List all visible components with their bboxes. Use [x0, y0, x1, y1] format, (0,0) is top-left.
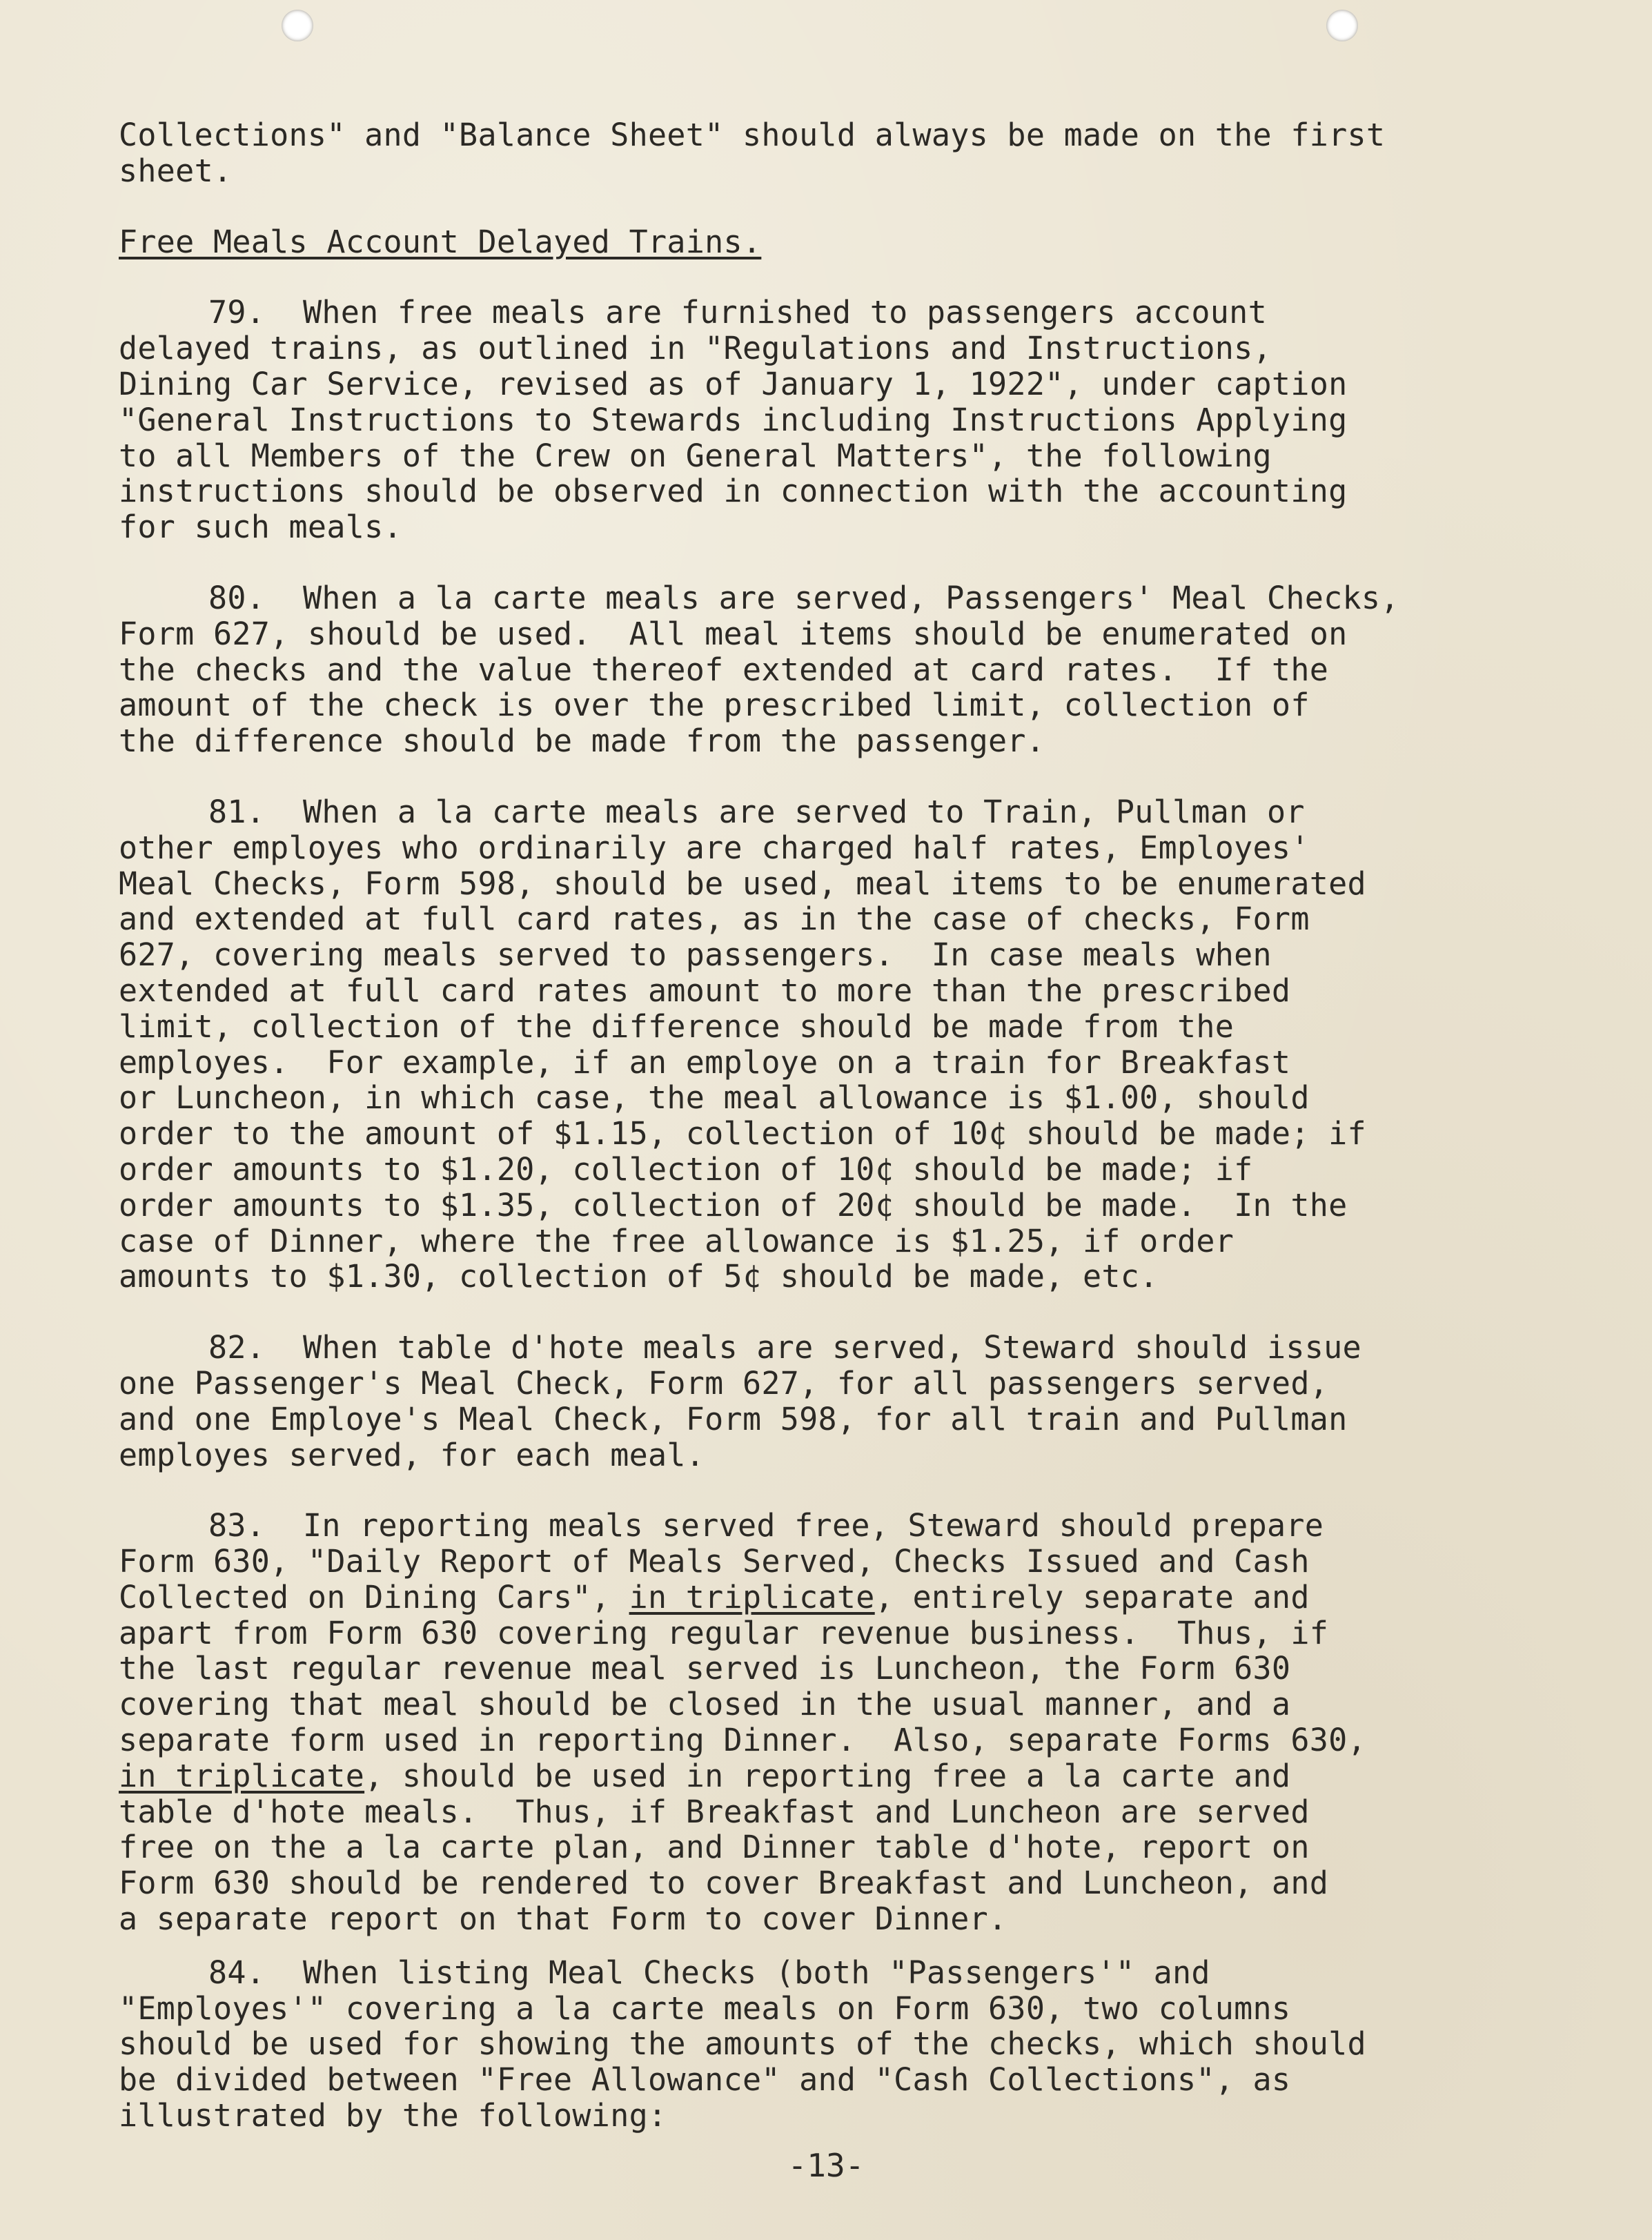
text-line: instructions should be observed in connection with the accounting [119, 473, 1348, 510]
text-line: employes. For example, if an employe on a train for Breakfast [119, 1043, 1291, 1081]
text-line: to all Members of the Crew on General Matters", the following [119, 437, 1272, 474]
text-line: the checks and the value thereof extended at card rates. If the [119, 651, 1329, 688]
text-line: be divided between "Free Allowance" and "Cash Collections", as [119, 2061, 1291, 2099]
text-line: employes served, for each meal. [119, 1436, 705, 1473]
text-segment: a separate report on that Form to cover Dinner. [119, 1900, 1007, 1938]
text-line: order to the amount of $1.15, collection of 10¢ should be made; if [119, 1115, 1366, 1152]
text-line: 627, covering meals served to passengers. In case meals when [119, 936, 1272, 974]
paragraph-80 [119, 580, 1526, 759]
text-segment: the last regular revenue meal served is Luncheon, the Form 630 [119, 1650, 1291, 1687]
text-line: order amounts to $1.20, collection of 10¢ should be made; if [119, 1150, 1253, 1188]
text-line: amount of the check is over the prescribed limit, collection of [119, 687, 1310, 724]
text-segment: Collected on Dining Cars", [119, 1578, 629, 1615]
text-segment: table d'hote meals. Thus, if Breakfast and Luncheon are served [119, 1793, 1310, 1830]
section-heading [119, 224, 1526, 260]
paragraph-82 [119, 1330, 1526, 1473]
text-line: 84. When listing Meal Checks (both "Passengers'" and [208, 1954, 1210, 1991]
text-segment: , entirely separate and [874, 1578, 1310, 1615]
text-segment: separate form used in reporting Dinner. Also, separate Forms 630, [119, 1722, 1366, 1759]
text-line: one Passenger's Meal Check, Form 627, for all passengers served, [119, 1364, 1329, 1402]
paragraph-83 [119, 1508, 1526, 1937]
text-line: amounts to $1.30, collection of 5¢ should be made, etc. [119, 1258, 1159, 1295]
text-line: case of Dinner, where the free allowance is $1.25, if order [119, 1222, 1235, 1259]
text-line [119, 1865, 1526, 1901]
text-line: the difference should be made from the passenger. [119, 723, 1045, 760]
text-line: extended at full card rates amount to more than the prescribed [119, 972, 1291, 1009]
text-line [119, 1829, 1526, 1865]
text-line: sheet. [119, 152, 233, 189]
text-line: Meal Checks, Form 598, should be used, meal items to be enumerated [119, 865, 1366, 902]
punch-hole-right [1326, 10, 1358, 41]
document-body [119, 117, 1526, 2134]
text-segment: , should be used in reporting free a la carte and [364, 1757, 1291, 1794]
intro-continuation [119, 117, 1526, 189]
text-line [119, 1580, 1526, 1615]
text-line: 82. When table d'hote meals are served, Steward should issue [208, 1329, 1361, 1366]
text-line [119, 1544, 1526, 1580]
text-segment: 83. In reporting meals served free, Steward should prepare [208, 1507, 1324, 1544]
punch-hole-left [282, 10, 313, 41]
underlined-emphasis: in triplicate [119, 1757, 365, 1794]
text-line: delayed trains, as outlined in "Regulations and Instructions, [119, 330, 1272, 367]
text-line [119, 1758, 1526, 1794]
text-segment: Form 630 should be rendered to cover Breakfast and Luncheon, and [119, 1865, 1329, 1902]
text-line: 80. When a la carte meals are served, Passengers' Meal Checks, [208, 579, 1399, 616]
paragraph-84 [119, 1955, 1526, 2134]
text-segment: apart from Form 630 covering regular revenue business. Thus, if [119, 1614, 1329, 1651]
text-line: Form 627, should be used. All meal items should be enumerated on [119, 615, 1348, 652]
text-line: other employes who ordinarily are charged half rates, Employes' [119, 829, 1310, 866]
page-number: -13- [787, 2147, 865, 2184]
text-line: Dining Car Service, revised as of January 1, 1922", under caption [119, 365, 1348, 402]
text-line: illustrated by the following: [119, 2097, 667, 2134]
text-line [119, 1687, 1526, 1722]
text-line: "General Instructions to Stewards including Instructions Applying [119, 401, 1348, 438]
text-line [119, 1794, 1526, 1830]
text-segment: covering that meal should be closed in the usual manner, and a [119, 1686, 1291, 1723]
text-line [119, 1615, 1526, 1651]
section-heading-text: Free Meals Account Delayed Trains. [119, 223, 762, 260]
text-line: for such meals. [119, 509, 402, 546]
paragraph-79 [119, 295, 1526, 545]
text-segment: free on the a la carte plan, and Dinner table d'hote, report on [119, 1829, 1310, 1866]
text-line: and extended at full card rates, as in the case of checks, Form [119, 901, 1310, 938]
text-line: Collections" and "Balance Sheet" should always be made on the first [119, 117, 1386, 153]
underlined-emphasis: in triplicate [629, 1578, 875, 1615]
text-line: 79. When free meals are furnished to passengers account [208, 294, 1267, 331]
text-line [119, 1901, 1526, 1937]
text-line: limit, collection of the difference should be made from the [119, 1008, 1235, 1045]
text-line [119, 1508, 1526, 1544]
paragraph-81 [119, 794, 1526, 1295]
text-line: and one Employe's Meal Check, Form 598, for all train and Pullman [119, 1400, 1348, 1437]
text-line: "Employes'" covering a la carte meals on Form 630, two columns [119, 1990, 1291, 2027]
text-line: or Luncheon, in which case, the meal allowance is $1.00, should [119, 1079, 1310, 1117]
text-line [119, 1722, 1526, 1758]
text-line: order amounts to $1.35, collection of 20¢ should be made. In the [119, 1186, 1348, 1224]
text-line: 81. When a la carte meals are served to Train, Pullman or [208, 793, 1305, 830]
text-segment: Form 630, "Daily Report of Meals Served, Checks Issued and Cash [119, 1543, 1310, 1580]
text-line [119, 1651, 1526, 1687]
text-line: should be used for showing the amounts of the checks, which should [119, 2025, 1366, 2063]
